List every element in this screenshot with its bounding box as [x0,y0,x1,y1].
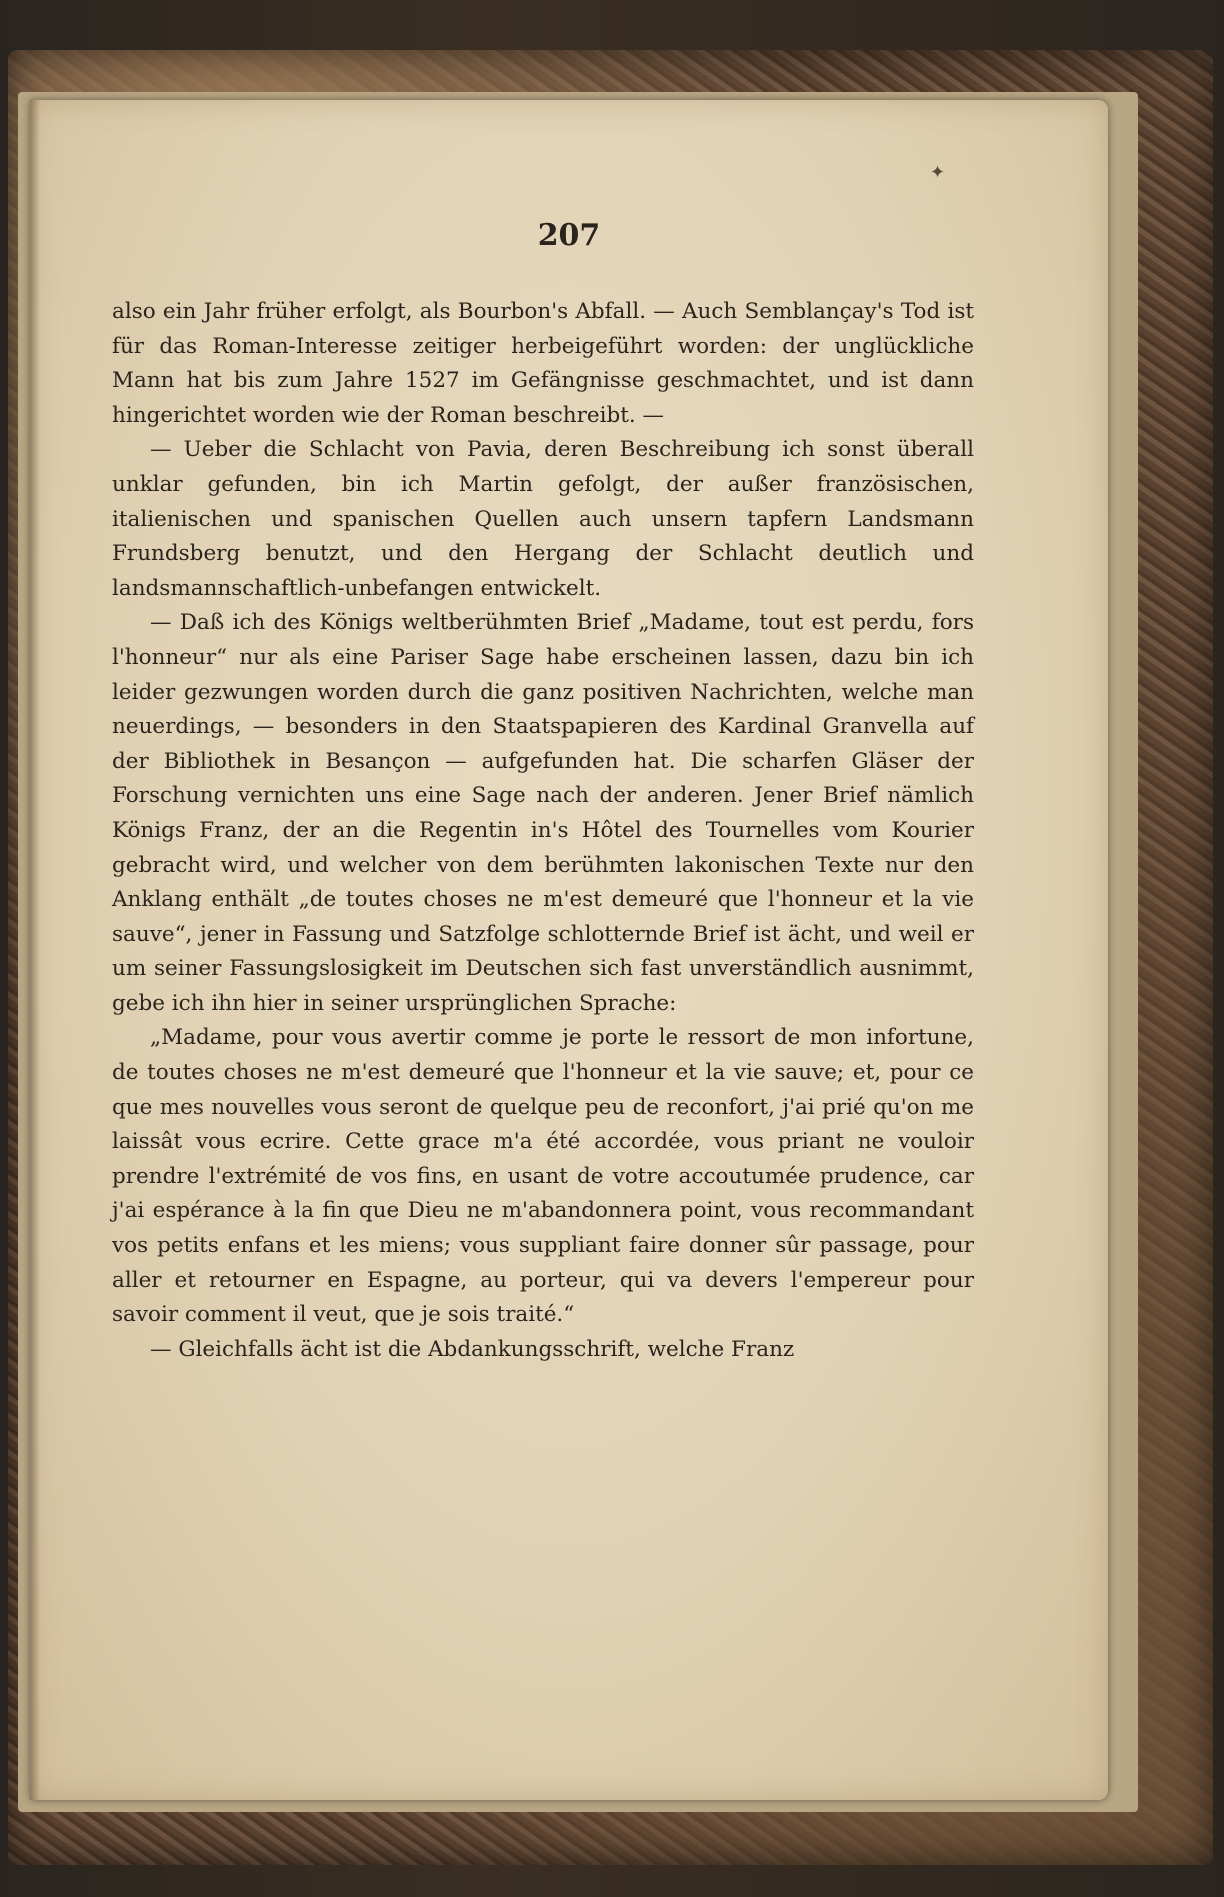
spine-shadow [30,100,40,1800]
page-text [112,295,974,1367]
letter-quote: „Madame, pour vous avertir comme je porte le ressort de mon infortune, de toutes choses ne m'est demeuré que l'honneur et la vie sauve; et, pour ce que mes nouvelles vous seront de quelque peu de reconfort, j'ai prié qu'on me laissât vous ecrire. Cette grace m'a été accordée, vous priant ne vouloir prendre l'extrémité de vos fins, en usant de votre accoutumée prudence, car j'ai espérance à la fin que Dieu ne m'abandonnera point, vous recommandant vos petits enfans et les miens; vous suppliant faire donner sûr passage, pour aller et retourner en Espagne, au porteur, qui va devers l'empereur pour savoir comment il veut, que je sois traité.“ [112,1025,974,1328]
corner-mark: ✦ [930,162,946,183]
paragraph-3: — Daß ich des Königs weltberühmten Brief „Madame, tout est perdu, fors l'honneur“ nur als eine Pariser Sage habe erscheinen lassen, dazu bin ich leider gezwungen worden durch die ganz positiven Nachrichten, welche man neuerdings, — besonders in den Staatspapieren des Kardinal Granvella auf der Bibliothek in Besançon — aufgefunden hat. Die scharfen Gläser der Forschung vernichten uns eine Sage nach der anderen. Jener Brief nämlich Königs Franz, der an die Regentin in's Hôtel des Tournelles vom Kourier gebracht wird, und welcher von dem berühmten lakonischen Texte nur den Anklang enthält „de toutes choses ne m'est demeuré que l'honneur et la vie sauve“, jener in Fassung und Satzfolge schlotternde Brief ist ächt, und weil er um seiner Fassungslosigkeit im Deutschen sich fast unverständlich ausnimmt, gebe ich ihn hier in seiner ursprünglichen Sprache: [112,610,974,1016]
paragraph-2: — Ueber die Schlacht von Pavia, deren Beschreibung ich sonst überall unklar gefunden, bin ich Martin gefolgt, der außer französischen, italienischen und spanischen Quellen auch unsern tapfern Landsmann Frundsberg benutzt, und den Hergang der Schlacht deutlich und landsmannschaftlich-unbefangen entwickelt. [112,437,974,601]
paragraph-5: — Gleichfalls ächt ist die Abdankungsschrift, welche Franz [150,1336,795,1362]
book-page [30,100,1108,1800]
page-number: 207 [537,218,601,253]
paragraph-1: also ein Jahr früher erfolgt, als Bourbon's Abfall. — Auch Semblançay's Tod ist für das Roman-Interesse zeitiger herbeigeführt worden: der unglückliche Mann hat bis zum Jahre 1527 im Gefängnisse geschmachtet, und ist dann hingerichtet worden wie der Roman beschreibt. — [112,299,974,428]
